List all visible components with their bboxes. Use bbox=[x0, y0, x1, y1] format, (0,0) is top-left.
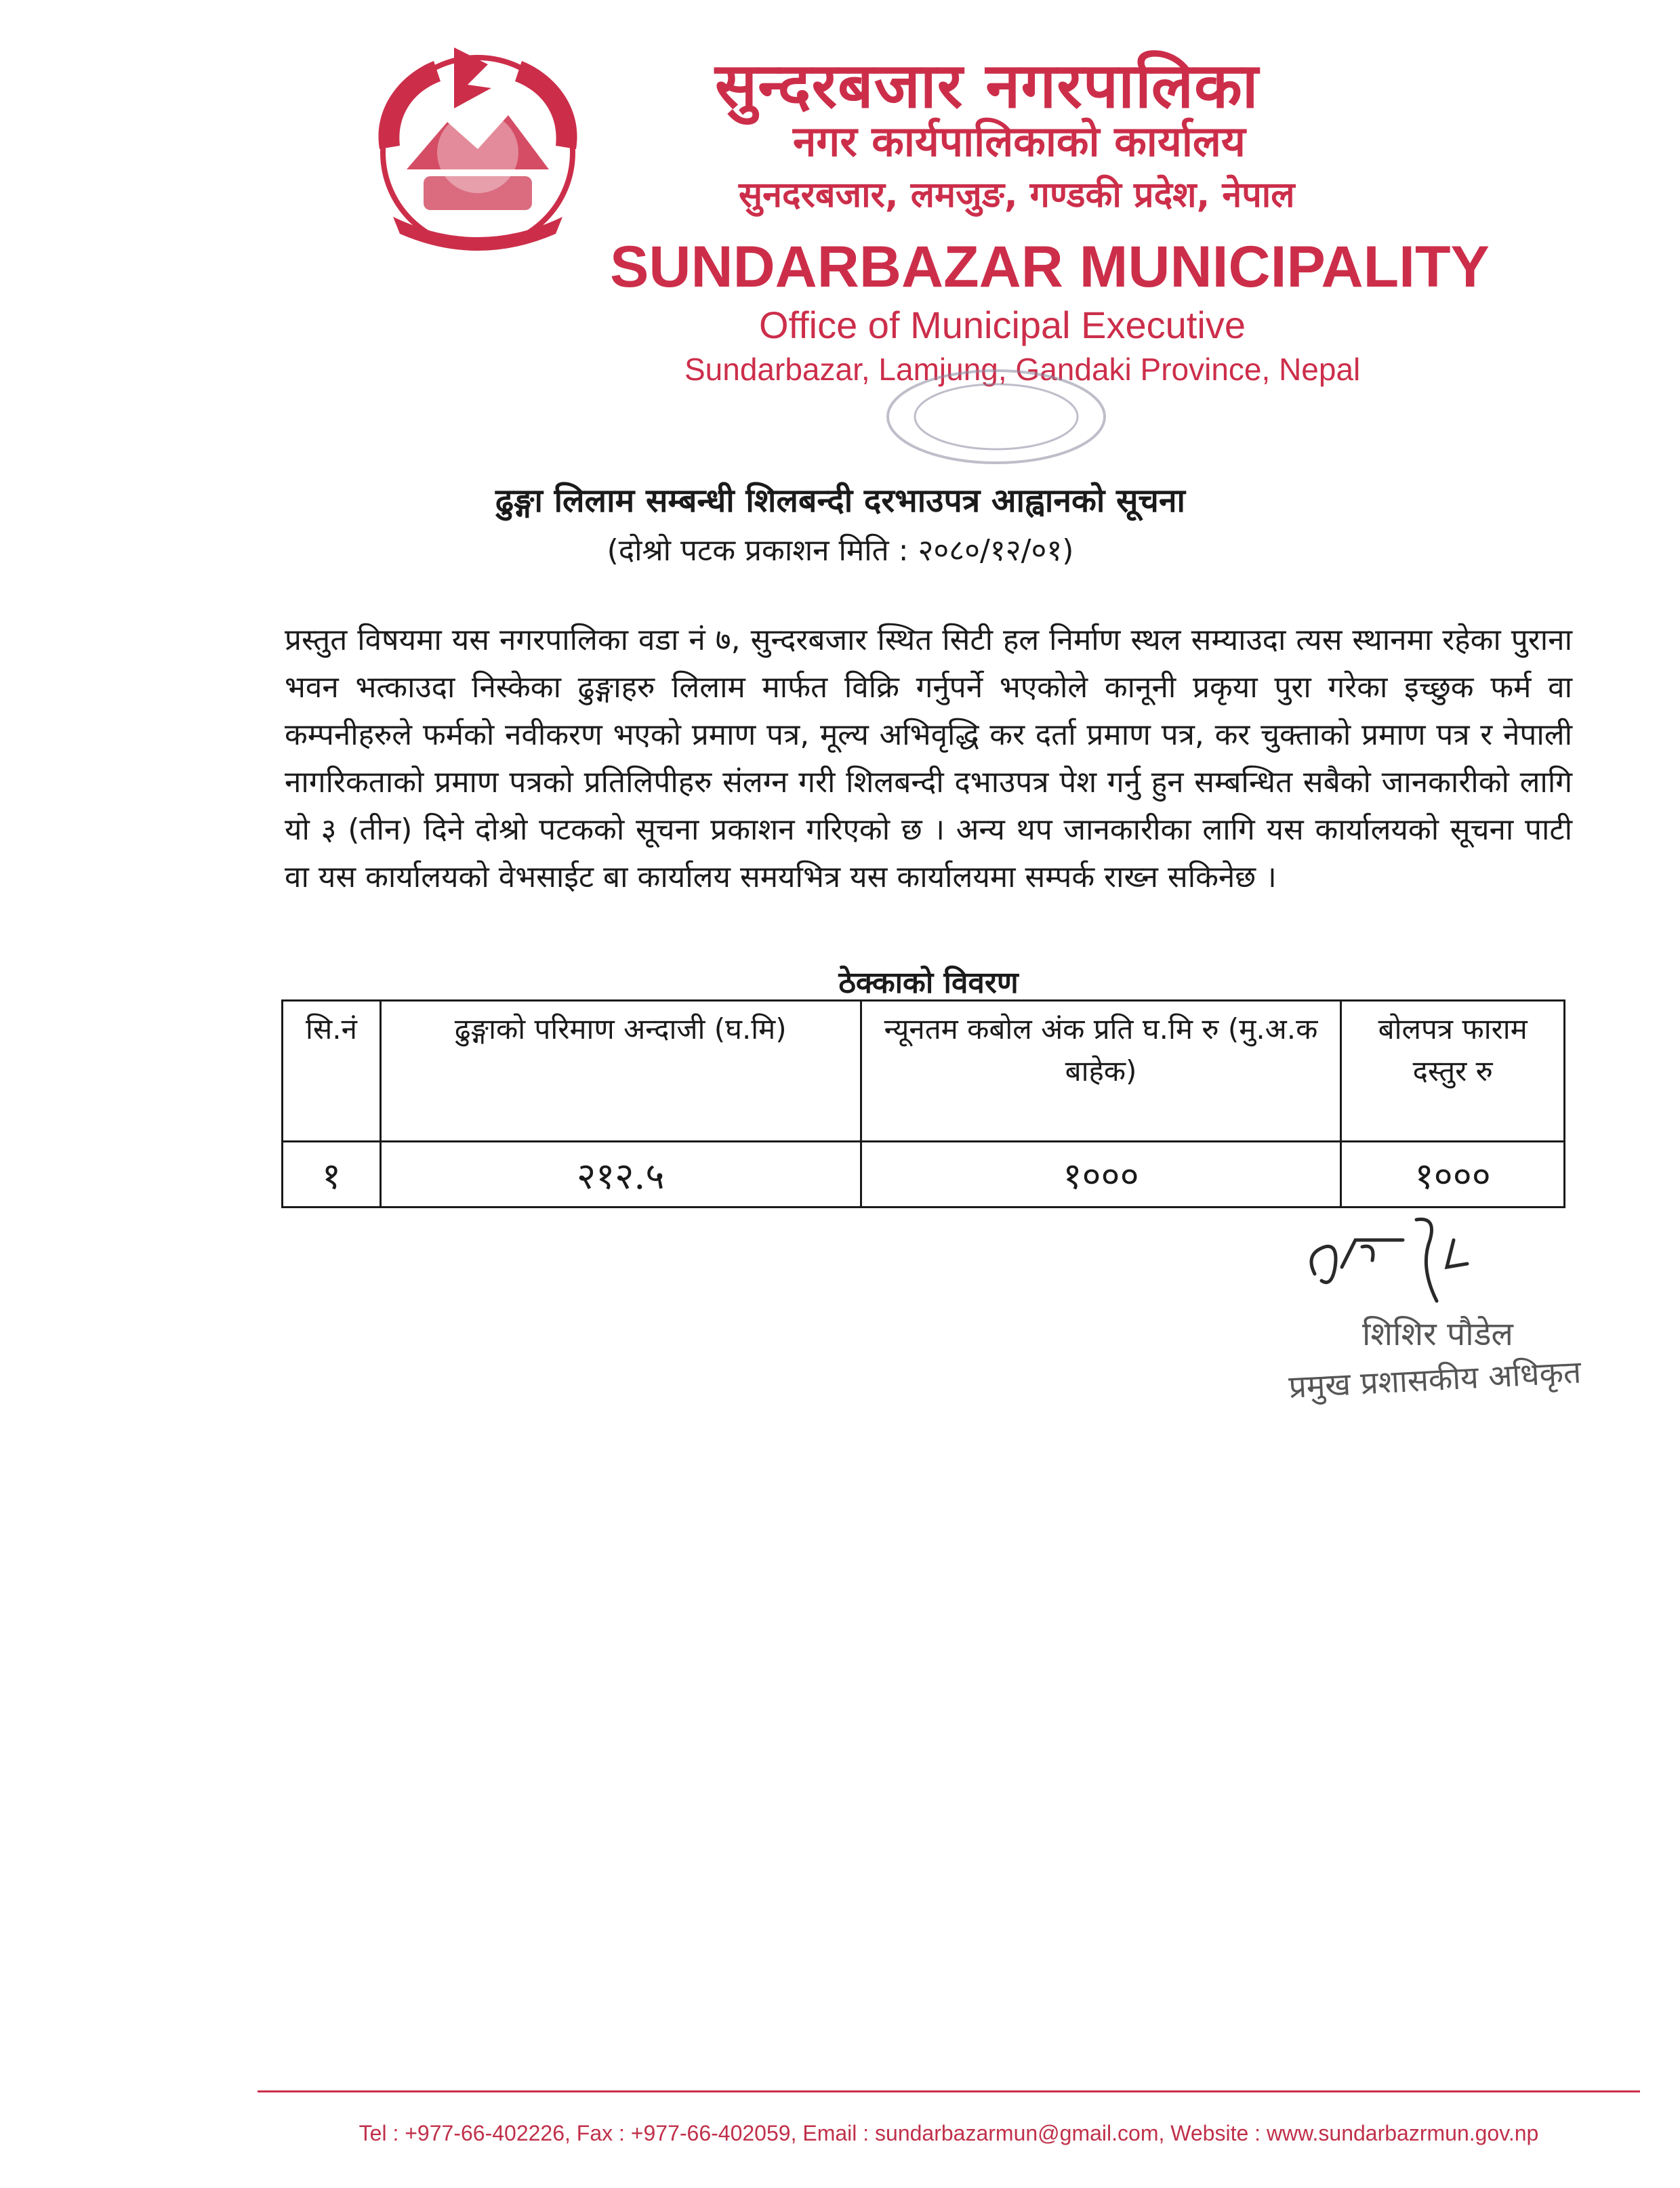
footer-divider bbox=[258, 2090, 1640, 2092]
notice-body: प्रस्तुत विषयमा यस नगरपालिका वडा नं ७, सुन्दरबजार स्थित सिटी हल निर्माण स्थल सम्याउदा त्यस स्थानमा रहेका पुराना भवन भत्काउदा निस्केका ढुङ्गाहरु लिलाम मार्फत विक्रि गर्नुपर्ने भएकोले कानूनी प्रकृया पुरा गरेका इच्छुक फर्म वा कम्पनीहरुले फर्मको नवीकरण भएको प्रमाण पत्र, मूल्य अभिवृद्धि कर दर्ता प्रमाण पत्र, कर चुक्ताको प्रमाण पत्र र नेपाली नागरिकताको प्रमाण पत्रको प्रतिलिपीहरु संलग्न गरी शिलबन्दी दभाउपत्र पेश गर्नु हुन सम्बन्धित सबैको जानकारीको लागि यो ३ (तीन) दिने दोश्रो पटकको सूचना प्रकाशन गरिएको छ । अन्य थप जानकारीका लागि यस कार्यालयको सूचना पाटी वा यस कार्यालयको वेभसाईट बा कार्यालय समयभित्र यस कार्यालयमा सम्पर्क राख्न सकिनेछ । bbox=[285, 623, 1572, 894]
table-header-row bbox=[283, 1001, 1565, 1142]
header-form-fee: बोलपत्र फाराम दस्तुर रु bbox=[1341, 1001, 1565, 1142]
header-stone-quantity: ढुङ्गाको परिमाण अन्दाजी (घ.मि) bbox=[380, 1001, 861, 1142]
table-caption: ठेक्काको विवरण bbox=[838, 966, 1019, 1000]
cell-serial: १ bbox=[283, 1142, 381, 1207]
notice-title: ढुङ्गा लिलाम सम्बन्धी शिलबन्दी दरभाउपत्र आह्वानको सूचना bbox=[495, 482, 1185, 520]
signatory-name: शिशिर पौडेल bbox=[1362, 1315, 1513, 1353]
np-address: सुनदरबजार, लमजुङ, गण्डकी प्रदेश, नेपाल bbox=[739, 175, 1295, 215]
header-serial: सि.नं bbox=[283, 1001, 381, 1142]
notice-publish-date: (दोश्रो पटक प्रकाशन मिति : २०८०/१२/०१) bbox=[607, 533, 1074, 568]
handwritten-signature bbox=[1301, 1213, 1518, 1315]
contract-details-table bbox=[281, 999, 1565, 1208]
cell-form-fee: १००० bbox=[1341, 1142, 1565, 1207]
municipality-emblem bbox=[352, 34, 603, 257]
np-office-name: नगर कार्यपालिकाको कार्यालय bbox=[793, 117, 1246, 166]
signatory-title: प्रमुख प्रशासकीय अधिकृत bbox=[1288, 1353, 1582, 1405]
en-office-name: Office of Municipal Executive bbox=[759, 304, 1246, 346]
table-row bbox=[283, 1142, 1565, 1207]
en-municipality-title: SUNDARBAZAR MUNICIPALITY bbox=[610, 234, 1490, 300]
office-seal-stamp bbox=[881, 366, 1111, 468]
np-municipality-title: सुन्दरबजार नगरपालिका bbox=[715, 49, 1259, 122]
en-address: Sundarbazar, Lamjung, Gandaki Province, Nepal bbox=[684, 352, 1361, 387]
cell-stone-quantity: २१२.५ bbox=[380, 1142, 861, 1207]
cell-min-bid: १००० bbox=[861, 1142, 1341, 1207]
footer-contact: Tel : +977-66-402226, Fax : +977-66-402059, Email : sundarbazarmun@gmail.com, Website : www.sundarbazrmun.gov.np bbox=[358, 2121, 1539, 2145]
header-min-bid: न्यूनतम कबोल अंक प्रति घ.मि रु (मु.अ.क बाहेक) bbox=[861, 1001, 1341, 1142]
